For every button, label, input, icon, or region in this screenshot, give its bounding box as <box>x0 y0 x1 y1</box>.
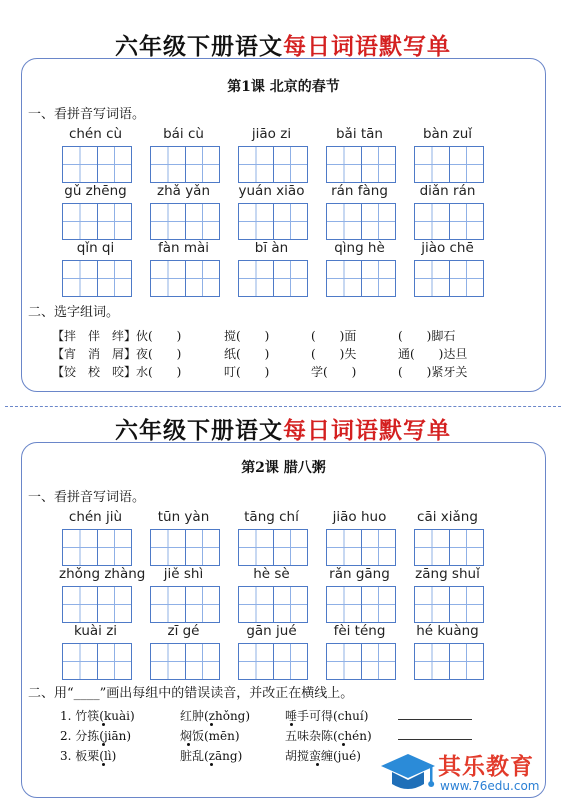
word-box <box>147 240 220 304</box>
pinyin: tūn yàn <box>157 509 210 525</box>
char-boxes[interactable] <box>150 146 220 183</box>
lesson-2-heading: 第2课 腊八粥 <box>241 460 326 476</box>
choose-word-item: 搅( ) <box>224 329 270 343</box>
word-box <box>59 240 132 304</box>
word-box <box>323 240 396 304</box>
word-box <box>147 183 220 247</box>
char-boxes[interactable] <box>414 260 484 297</box>
char-boxes[interactable] <box>326 529 396 566</box>
pinyin: cāi xiǎng <box>417 509 478 525</box>
char-boxes[interactable] <box>150 203 220 240</box>
worksheet-title-2 <box>0 412 566 445</box>
choose-word-item: 【拌 伴 绊】伙( ) <box>52 329 182 343</box>
char-boxes[interactable] <box>62 586 132 623</box>
reading-item: 焖饭(mēn) <box>180 729 240 743</box>
lesson-1-section-1-label: 一、看拼音写词语。 <box>28 107 146 122</box>
emphasis-dot <box>316 763 319 766</box>
char-boxes[interactable] <box>62 203 132 240</box>
char-boxes[interactable] <box>150 586 220 623</box>
choose-word-item: 纸( ) <box>224 347 270 361</box>
answer-line[interactable] <box>398 739 472 740</box>
emphasis-dot <box>102 723 105 726</box>
brand-logo <box>380 748 564 798</box>
char-boxes[interactable] <box>238 260 308 297</box>
reading-item: 1. 竹筷(kuài) <box>60 709 135 723</box>
pinyin: zī gé <box>167 623 200 639</box>
answer-line[interactable] <box>398 719 472 720</box>
word-box <box>411 183 484 247</box>
graduation-cap-icon <box>380 750 436 796</box>
char-boxes[interactable] <box>62 146 132 183</box>
reading-item: 五味杂陈(chén) <box>285 729 372 743</box>
pinyin: zhǒng zhàng <box>59 566 146 582</box>
choose-word-item: ( )失 <box>311 347 357 361</box>
pinyin: fèi téng <box>333 623 386 639</box>
worksheet-title <box>0 28 566 61</box>
pinyin: qǐn qi <box>76 240 115 256</box>
char-boxes[interactable] <box>414 586 484 623</box>
char-boxes[interactable] <box>238 203 308 240</box>
pinyin: rǎn gāng <box>329 566 390 582</box>
word-box <box>147 126 220 190</box>
pinyin: jiāo zi <box>251 126 292 142</box>
pinyin: gān jué <box>246 623 297 639</box>
pinyin: yuán xiāo <box>238 183 305 199</box>
char-boxes[interactable] <box>414 146 484 183</box>
lesson-2-section-2-label: 二、用“____”画出每组中的错误读音，并改正在横线上。 <box>28 686 354 701</box>
pinyin: chén cù <box>68 126 123 142</box>
word-box <box>235 240 308 304</box>
pinyin: jiāo huo <box>332 509 387 525</box>
word-box <box>235 623 308 687</box>
choose-word-item: 通( )达旦 <box>398 347 468 361</box>
brand-name: 其乐教育 <box>438 754 534 780</box>
char-boxes[interactable] <box>62 643 132 680</box>
reading-item: 胡搅蛮缠(jué) <box>285 749 361 763</box>
char-boxes[interactable] <box>62 529 132 566</box>
lesson-1-panel <box>21 58 546 392</box>
word-box <box>411 566 484 630</box>
title-black-part: 六年级下册语文 <box>115 417 283 444</box>
char-boxes[interactable] <box>326 260 396 297</box>
brand-url: www.76edu.com <box>440 779 540 793</box>
pinyin: bái cù <box>163 126 204 142</box>
pinyin: bàn zuǐ <box>422 126 473 142</box>
lesson-2-panel <box>21 442 546 798</box>
word-box <box>323 183 396 247</box>
char-boxes[interactable] <box>150 643 220 680</box>
char-boxes[interactable] <box>62 260 132 297</box>
page-divider <box>5 406 561 407</box>
word-box <box>59 126 132 190</box>
word-box <box>147 566 220 630</box>
word-box <box>235 509 308 573</box>
pinyin: bī àn <box>254 240 289 256</box>
pinyin: kuài zi <box>73 623 118 639</box>
char-boxes[interactable] <box>238 529 308 566</box>
word-box <box>411 509 484 573</box>
title-red-part: 每日词语默写单 <box>283 417 451 444</box>
word-box <box>411 623 484 687</box>
emphasis-dot <box>210 723 213 726</box>
pinyin: chén jiù <box>68 509 123 525</box>
char-boxes[interactable] <box>238 146 308 183</box>
char-boxes[interactable] <box>326 203 396 240</box>
word-box <box>323 509 396 573</box>
char-boxes[interactable] <box>414 643 484 680</box>
pinyin: bǎi tān <box>335 126 383 142</box>
word-box <box>411 240 484 304</box>
emphasis-dot <box>290 723 293 726</box>
word-box <box>323 126 396 190</box>
title-red-part: 每日词语默写单 <box>283 33 451 60</box>
char-boxes[interactable] <box>326 146 396 183</box>
lesson-1-section-2-label: 二、选字组词。 <box>28 305 120 320</box>
word-box <box>59 509 132 573</box>
choose-word-item: ( )脚石 <box>398 329 456 343</box>
emphasis-dot <box>342 743 345 746</box>
word-box <box>147 623 220 687</box>
reading-item: 唾手可得(chuí) <box>285 709 369 723</box>
pinyin: gǔ zhēng <box>64 183 127 199</box>
char-boxes[interactable] <box>238 643 308 680</box>
emphasis-dot <box>102 763 105 766</box>
pinyin: jiào chē <box>421 240 474 256</box>
pinyin: hé kuàng <box>416 623 479 639</box>
word-box <box>323 623 396 687</box>
word-box <box>59 183 132 247</box>
word-box <box>235 566 308 630</box>
pinyin: diǎn rán <box>419 183 476 199</box>
char-boxes[interactable] <box>326 643 396 680</box>
choose-word-item: 【饺 校 咬】水( ) <box>52 365 182 379</box>
word-box <box>235 126 308 190</box>
reading-item: 3. 板栗(lì) <box>60 749 117 763</box>
pinyin: jiě shì <box>163 566 204 582</box>
title-black-part: 六年级下册语文 <box>115 33 283 60</box>
reading-item: 脏乱(zāng) <box>180 749 243 763</box>
lesson-1-heading: 第1课 北京的春节 <box>227 79 340 95</box>
choose-word-item: 学( ) <box>311 365 357 379</box>
choose-word-item: ( )面 <box>311 329 357 343</box>
word-box <box>59 566 146 630</box>
pinyin: zhǎ yǎn <box>156 183 211 199</box>
pinyin: fàn mài <box>157 240 210 256</box>
char-boxes[interactable] <box>326 586 396 623</box>
char-boxes[interactable] <box>414 203 484 240</box>
pinyin: qìng hè <box>334 240 385 256</box>
reading-item: 红肿(zhǒng) <box>180 709 251 723</box>
emphasis-dot <box>102 743 105 746</box>
word-box <box>147 509 220 573</box>
word-box <box>323 566 396 630</box>
word-box <box>59 623 132 687</box>
choose-word-item: 【宵 消 屑】夜( ) <box>52 347 182 361</box>
emphasis-dot <box>187 743 190 746</box>
choose-word-item: ( )紧牙关 <box>398 365 468 379</box>
reading-item: 2. 分拣(jiān) <box>60 729 132 743</box>
emphasis-dot <box>210 763 213 766</box>
char-boxes[interactable] <box>150 260 220 297</box>
lesson-2-section-1-label: 一、看拼音写词语。 <box>28 490 146 505</box>
char-boxes[interactable] <box>414 529 484 566</box>
char-boxes[interactable] <box>238 586 308 623</box>
pinyin: rán fàng <box>331 183 388 199</box>
char-boxes[interactable] <box>150 529 220 566</box>
choose-word-item: 叮( ) <box>224 365 270 379</box>
word-box <box>235 183 308 247</box>
pinyin: hè sè <box>253 566 290 582</box>
pinyin: tāng chí <box>244 509 299 525</box>
pinyin: zāng shuǐ <box>415 566 480 582</box>
word-box <box>411 126 484 190</box>
